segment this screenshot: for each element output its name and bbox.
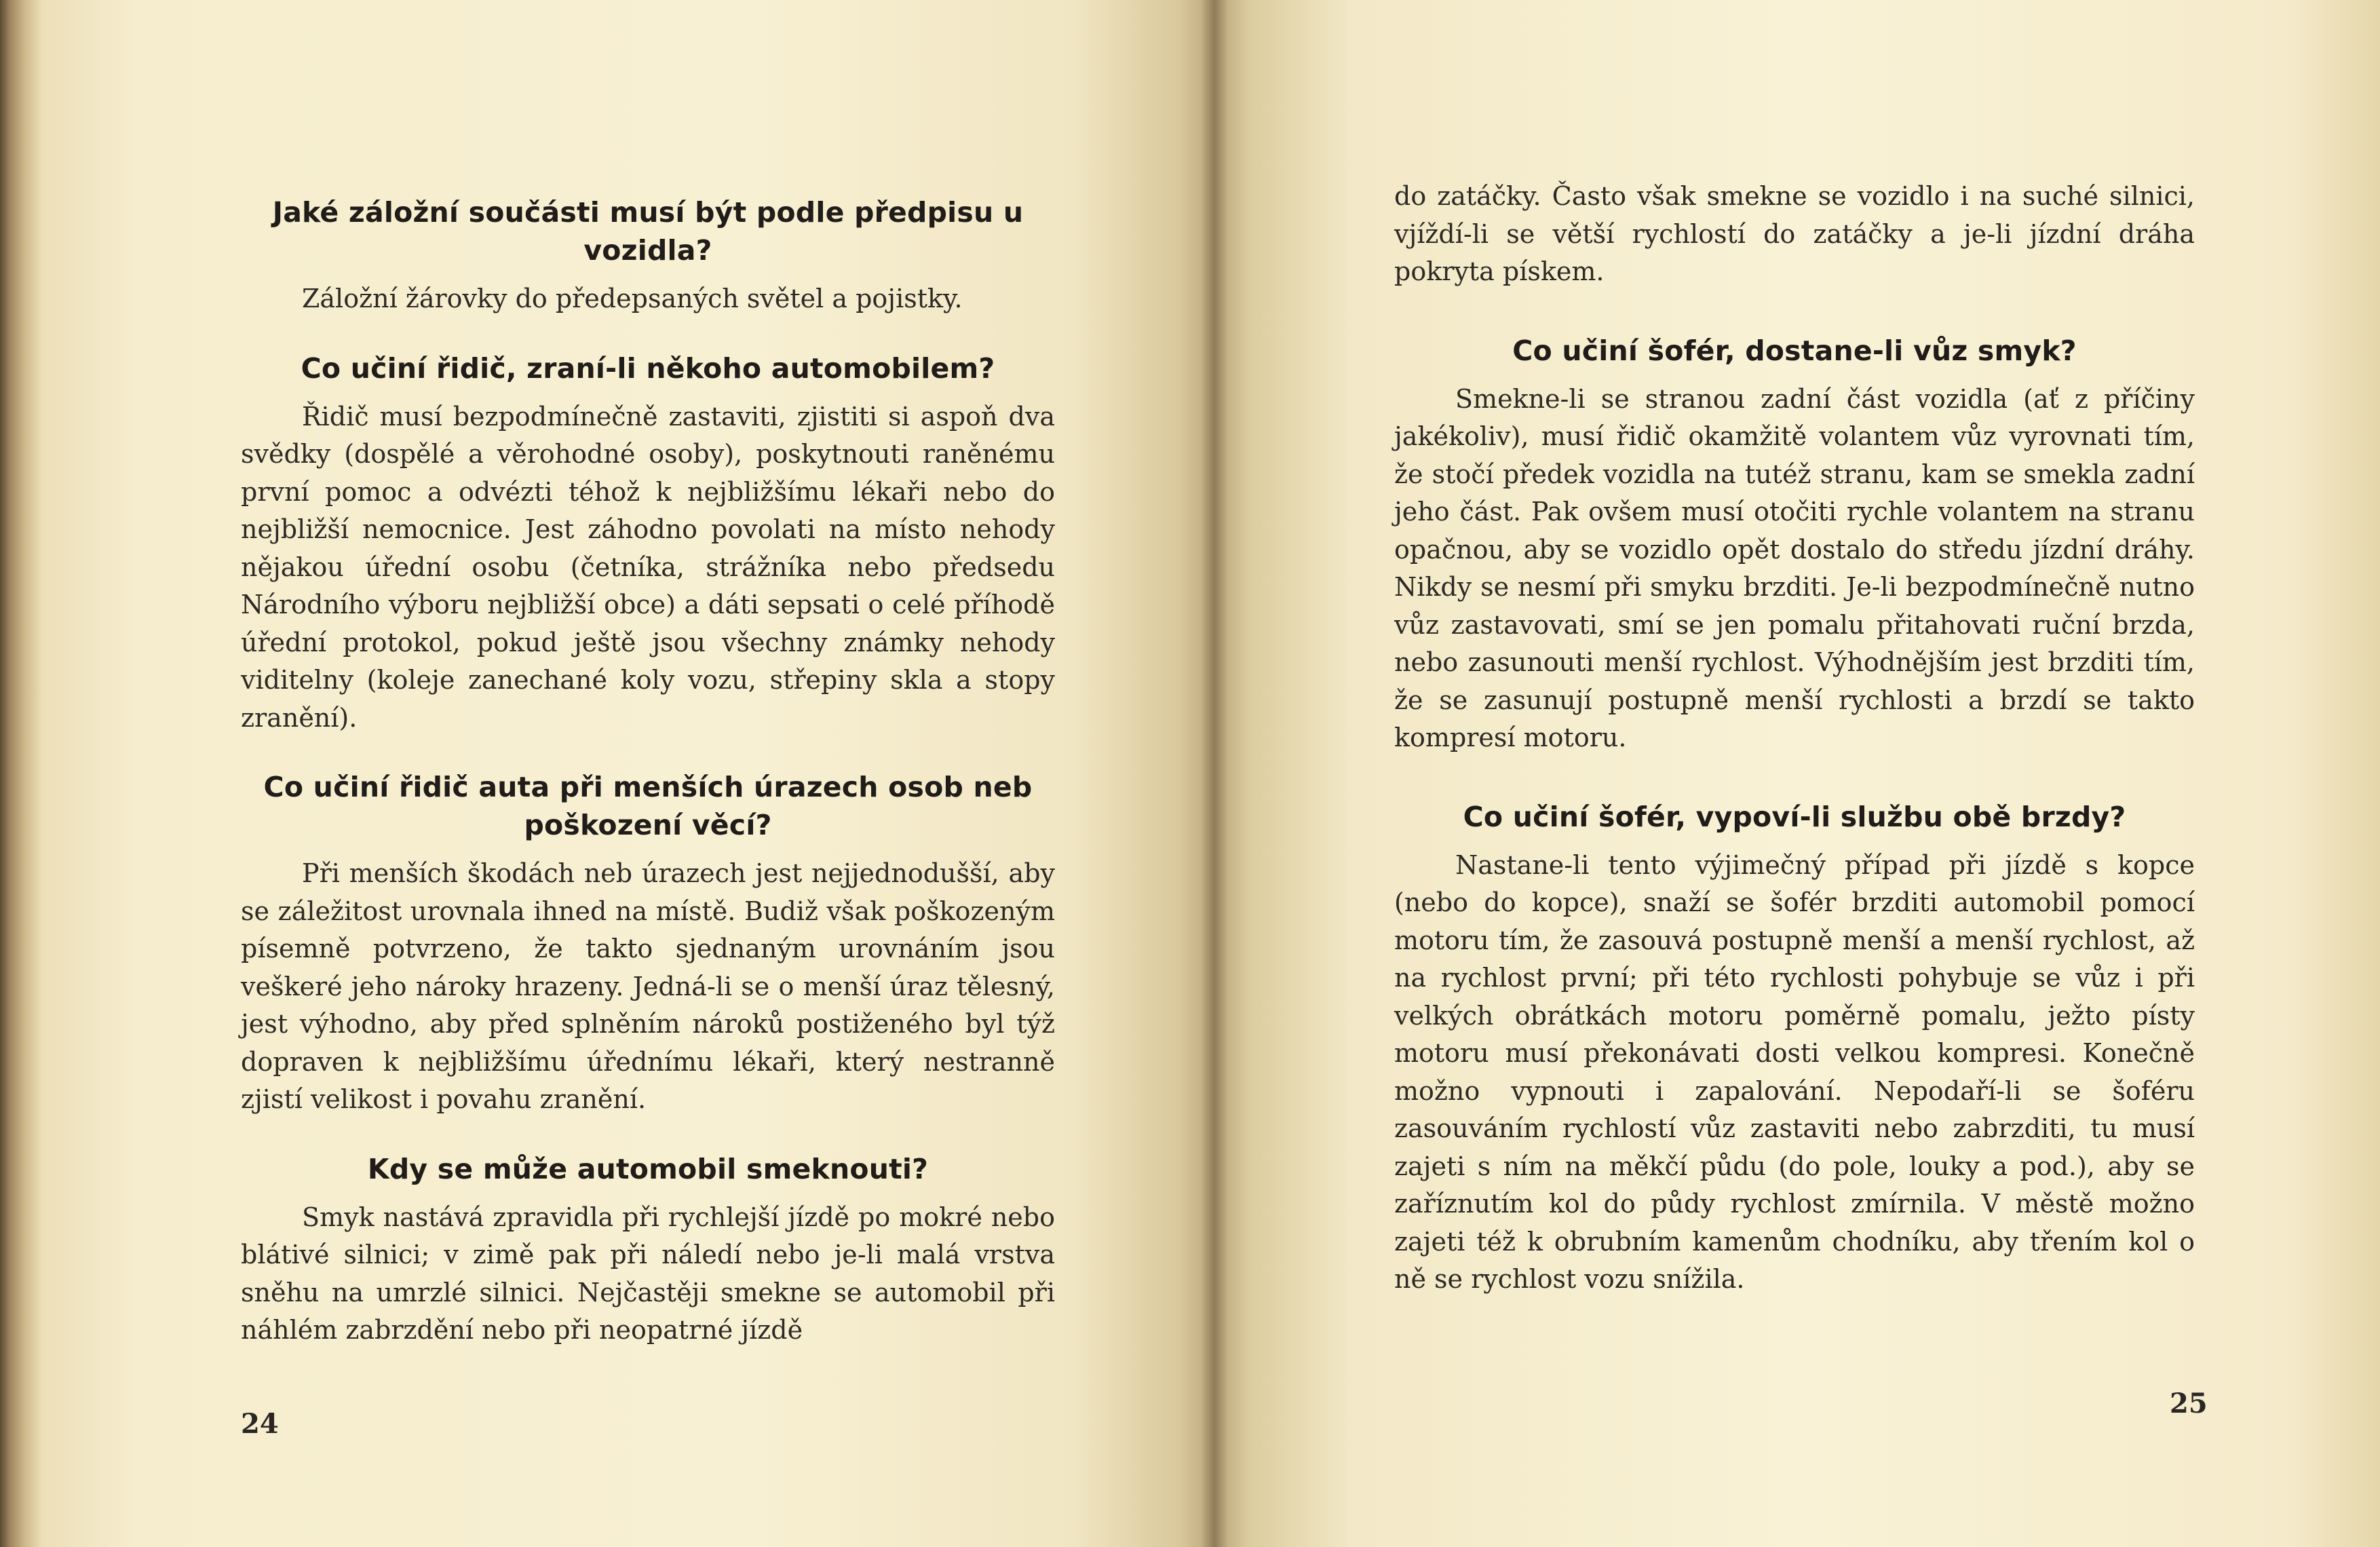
answer-paragraph: Smekne-li se stranou zadní část vozidla (ať z příčiny jakékoliv), musí řidič okamžitě volantem vůz vyrovnati tím, že stočí předek vozidla na tutéž stranu, kam se smekla zadní jeho část. Pak ovšem musí otočiti rychle volantem na stranu opačnou, aby se vozidlo opět dostalo do středu jízdní dráhy. Nikdy se nesmí při smyku brzditi. Je-li bezpodmínečně nutno vůz zastavovati, smí se jen pomalu přitahovati ruční brzda, nebo zasunouti menší rychlost. Výhodnějším jest brzditi tím, že se zasunují postupně menší rychlosti a brzdí se takto kompresí motoru. — [1394, 383, 2195, 752]
page-number: 25 — [2170, 1388, 2208, 1419]
answer-paragraph: Při menších škodách neb úrazech jest nejjednodušší, aby se záležitost urovnala ihned na místě. Budiž však poškozeným písemně potvrzeno, že takto sjednaným urovnáním jsou veškeré jeho nároky hrazeny. Jedná-li se o menší úraz tělesný, jest výhodno, aby před splněním nároků postiženého byl týž dopraven k nejbližšímu úřednímu lékaři, který nestranně zjistí velikost i povahu zranění. — [241, 858, 1055, 1114]
question-heading: Co učiní šofér, dostane-li vůz smyk? — [1512, 334, 2077, 367]
answer-paragraph: Záložní žárovky do předepsaných světel a pojistky. — [302, 284, 963, 313]
question-heading: Co učiní řidič auta při menších úrazech osob neb poškození věcí? — [263, 771, 1033, 841]
question-heading: Co učiní řidič, zraní-li někoho automobilem? — [301, 351, 995, 385]
question-heading: Kdy se může automobil smeknouti? — [367, 1152, 929, 1185]
continuation-paragraph: do zatáčky. Často však smekne se vozidlo i na suché silnici, vjíždí-li se větší rychlostí do zatáčky a je-li jízdní dráha pokryta pískem. — [1394, 181, 2195, 286]
right-page-column — [1394, 178, 2195, 1299]
page-number: 24 — [241, 1408, 279, 1440]
book-gutter — [1201, 0, 1228, 1547]
book-edge — [0, 0, 41, 1547]
question-heading: Jaké záložní součásti musí být podle předpisu u vozidla? — [272, 196, 1024, 267]
answer-paragraph: Smyk nastává zpravidla při rychlejší jízdě po mokré nebo blátivé silnici; v zimě pak při náledí nebo je-li malá vrstva sněhu na umrzlé silnici. Nejčastěji smekne se automobil při náhlém zabrzdění nebo při neopatrné jízdě — [241, 1202, 1055, 1345]
answer-paragraph: Nastane-li tento výjimečný případ při jízdě s kopce (nebo do kopce), snaží se šofér brzditi automobil pomocí motoru tím, že zasouvá postupně menší a menší rychlost, až na rychlost první; při této rychlosti pohybuje se vůz i při velkých obrátkách motoru poměrně pomalu, ježto písty motoru musí překonávati dosti velkou kompresi. Konečně možno vypnouti i zapalování. Nepodaří-li se šoféru zasouváním rychlostí vůz zastaviti nebo zabrzditi, tu musí zajeti s ním na měkčí půdu (do pole, louky a pod.), aby se zaříznutím kol do půdy rychlost zmírnila. V městě možno zajeti též k obrubním kamenům chodníku, aby třením kol o ně se rychlost vozu snížila. — [1394, 849, 2195, 1294]
question-heading: Co učiní šofér, vypoví-li službu obě brzdy? — [1463, 800, 2126, 833]
answer-paragraph: Řidič musí bezpodmínečně zastaviti, zjistiti si aspoň dva svědky (dospělé a věrohodné osoby), poskytnouti raněnému první pomoc a odvézti téhož k nejbližšímu lékaři nebo do nejbližší nemocnice. Jest záhodno povolati na místo nehody nějakou úřední osobu (četníka, strážníka nebo předsedu Národního výboru nejbližší obce) a dáti sepsati o celé příhodě úřední protokol, pokud ještě jsou všechny známky nehody viditelny (koleje zanechané koly vozu, střepiny skla a stopy zranění). — [241, 401, 1055, 733]
left-page-column — [241, 193, 1055, 1350]
